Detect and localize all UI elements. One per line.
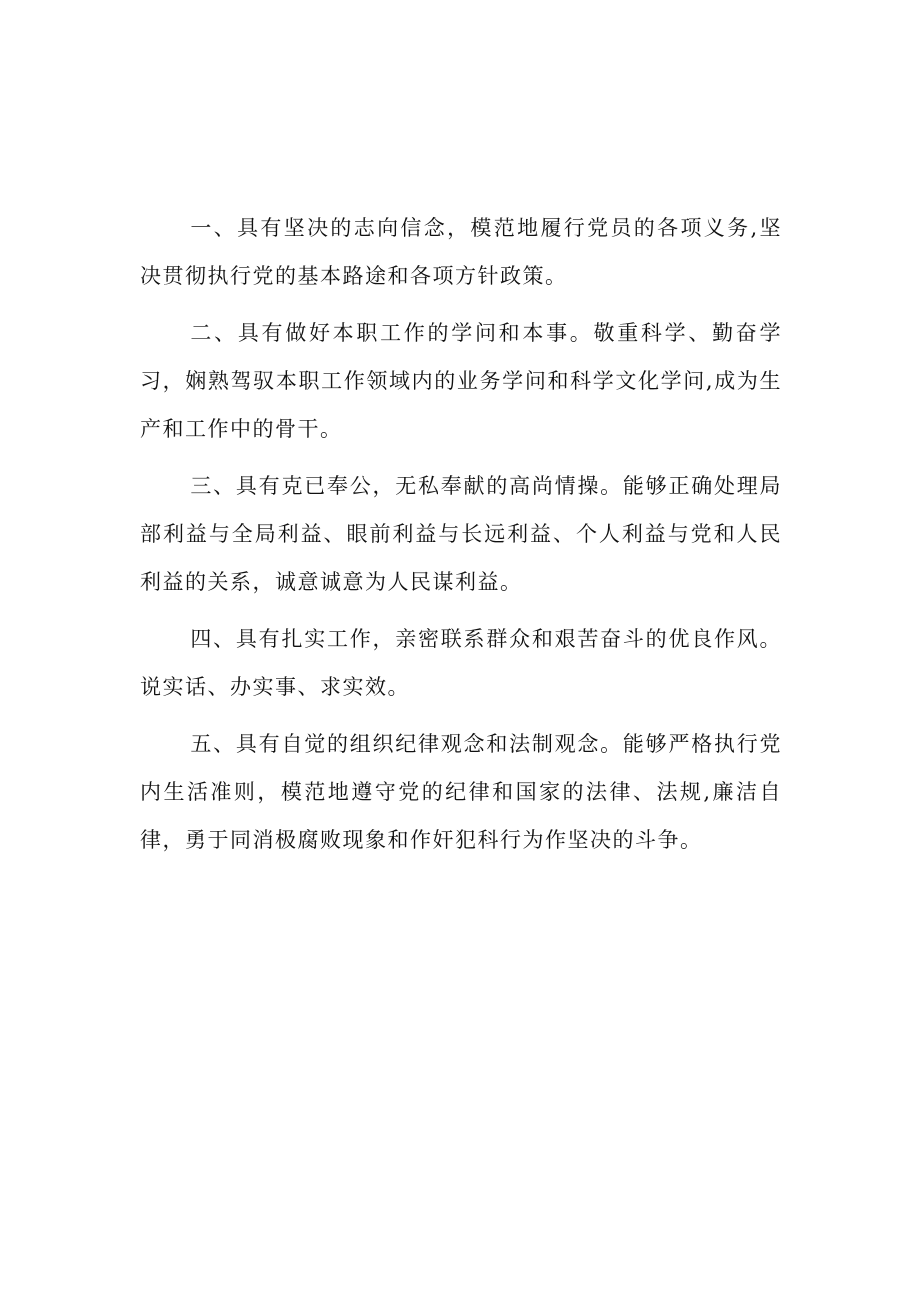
paragraph-4: 四、具有扎实工作，亲密联系群众和艰苦奋斗的优良作风。说实话、办实事、求实效。 (140, 627, 782, 699)
document-body (140, 204, 782, 873)
paragraph-5: 五、具有自觉的组织纪律观念和法制观念。能够严格执行党内生活准则，模范地遵守党的纪律和国家的法律、法规,廉洁自律，勇于同消极腐败现象和作奸犯科行为作坚决的斗争。 (140, 732, 782, 852)
paragraph-2: 二、具有做好本职工作的学问和本事。敬重科学、勤奋学习，娴熟驾驭本职工作领域内的业务学问和科学文化学问,成为生产和工作中的骨干。 (140, 321, 782, 441)
paragraph-3: 三、具有克已奉公，无私奉献的高尚情操。能够正确处理局部利益与全局利益、眼前利益与长远利益、个人利益与党和人民利益的关系，诚意诚意为人民谋利益。 (140, 474, 782, 594)
paragraph-1: 一、具有坚决的志向信念，模范地履行党员的各项义务,坚决贯彻执行党的基本路途和各项方针政策。 (140, 216, 782, 288)
